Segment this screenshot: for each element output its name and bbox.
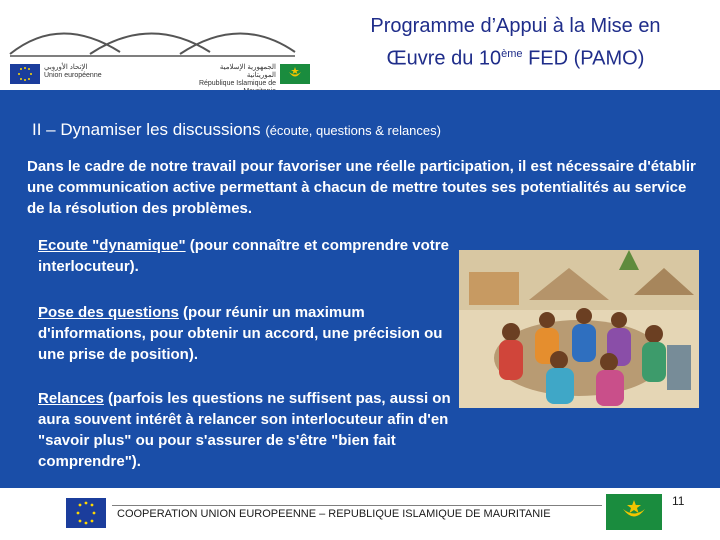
- title-line-1: Programme d’Appui à la Mise en: [370, 15, 661, 37]
- bullet-ecoute: [38, 235, 458, 277]
- footer-mauritania-flag-icon: [606, 494, 662, 530]
- section-title-main: II – Dynamiser les discussions: [32, 120, 261, 139]
- bullet-text: (pour réunir un maximum d'informations, pour obtenir un accord, une précision ou une prise de position).: [38, 304, 443, 363]
- title-line-2: [318, 40, 713, 73]
- page-title: [318, 12, 713, 73]
- page-number: 11: [672, 494, 685, 508]
- bullet-text: (parfois les questions ne suffisent pas, aussi on aura souvent intérêt à relancer son interlocuteur afin d'en "savoir plus" ou pour s'assurer de s'être "bien fait comprendre").: [38, 390, 451, 470]
- mauritania-flag-icon: [280, 64, 310, 84]
- bullet-term: Pose des questions: [38, 304, 179, 321]
- bullet-relances: [38, 388, 458, 472]
- mr-label-arabic: الجمهورية الإسلامية الموريتانية: [219, 64, 276, 79]
- title-superscript: ème: [501, 48, 523, 60]
- bullet-text: (pour connaître et comprendre votre interlocuteur).: [38, 237, 449, 275]
- eu-label-arabic: الإتحاد الأوروبي: [44, 64, 88, 71]
- footer-eu-flag-icon: [66, 498, 106, 528]
- title-line-2-start: Œuvre du 10: [386, 47, 502, 70]
- section-title: [32, 120, 441, 140]
- footer-divider: [112, 505, 602, 506]
- eu-label-french: Union européenne: [44, 72, 102, 79]
- title-line-2-end: FED (PAMO): [522, 47, 645, 70]
- mr-label-french: République Islamique de: [198, 80, 276, 87]
- eu-flag-icon: [10, 64, 40, 84]
- section-subtitle: (écoute, questions & relances): [265, 123, 441, 138]
- meeting-illustration: [459, 250, 699, 408]
- bullet-term: Relances: [38, 390, 104, 407]
- bullet-questions: [38, 302, 458, 365]
- intro-paragraph: Dans le cadre de notre travail pour favoriser une réelle participation, il est nécessaire d'établir une communication active permettant à chacun de mettre toutes ses potentialités au service de la résolution des problèmes.: [27, 158, 696, 217]
- eu-label: [44, 64, 102, 80]
- logo-arcs-decoration: [0, 14, 300, 68]
- footer-text: COOPERATION UNION EUROPEENNE – REPUBLIQUE ISLAMIQUE DE MAURITANIE: [117, 508, 551, 520]
- bullet-term: Ecoute "dynamique": [38, 237, 186, 254]
